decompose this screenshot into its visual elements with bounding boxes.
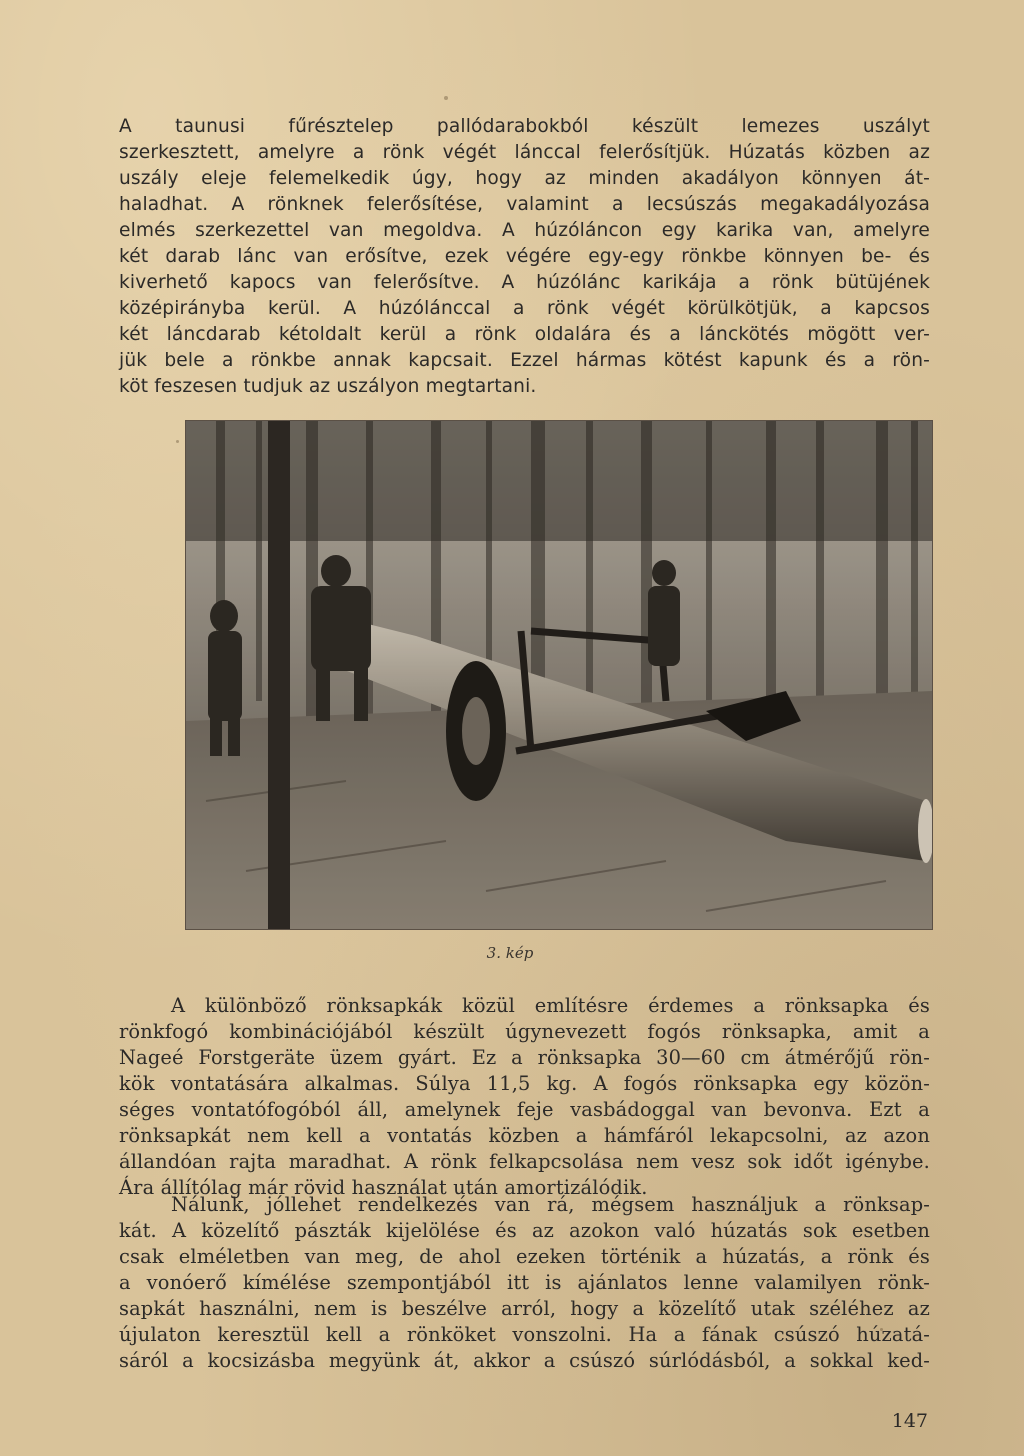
text-line: elmés szerkezettel van megoldva. A húzóláncon egy karika van, amelyre xyxy=(119,220,930,241)
text-line: kök vontatására alkalmas. Súlya 11,5 kg. A fogós rönksapka egy közön- xyxy=(119,1072,930,1095)
paper-speck xyxy=(176,440,179,443)
text-line: köt feszesen tudjuk az uszályon megtartani. xyxy=(119,376,537,397)
text-line: két darab lánc van erősítve, ezek végére egy-egy rönkbe könnyen be- és xyxy=(119,246,930,267)
text-line: Nageé Forstgeräte üzem gyárt. Ez a rönksapka 30—60 cm átmérőjű rön- xyxy=(119,1046,930,1069)
paper-speck xyxy=(880,1328,883,1331)
text-line: A taunusi fűrésztelep pallódarabokból készült lemezes uszályt xyxy=(119,116,930,137)
page-number: 147 xyxy=(891,1410,928,1432)
text-line: haladhat. A rönknek felerősítése, valamint a lecsúszás megakadályozása xyxy=(119,194,930,215)
text-line: két láncdarab kétoldalt kerül a rönk oldalára és a lánckötés mögött ver- xyxy=(119,324,930,345)
text-line: uszály eleje felemelkedik úgy, hogy az minden akadályon könnyen át- xyxy=(119,168,930,189)
text-line: séges vontatófogóból áll, amelynek feje vasbádoggal van bevonva. Ezt a xyxy=(119,1098,930,1121)
text-line: szerkesztett, amelyre a rönk végét lánccal felerősítjük. Húzatás közben az xyxy=(119,142,930,163)
paragraph-log-sled xyxy=(119,114,930,400)
text-line: jük bele a rönkbe annak kapcsait. Ezzel hármas kötést kapunk és a rön- xyxy=(119,350,930,371)
text-line: rönkfogó kombinációjából készült úgynevezett fogós rönksapka, amit a xyxy=(119,1020,930,1043)
text-line: Ára állítólag már rövid használat után amortizálódik. xyxy=(119,1176,648,1199)
paragraph-domestic-practice xyxy=(119,1192,930,1374)
text-line: A különböző rönksapkák közül említésre érdemes a rönksapka és xyxy=(171,994,930,1017)
text-line: sáról a kocsizásba megyünk át, akkor a csúszó súrlódásból, a sokkal ked- xyxy=(119,1349,930,1372)
paragraph-log-cap xyxy=(119,993,930,1201)
text-line: középirányba kerül. A húzólánccal a rönk végét körülkötjük, a kapcsos xyxy=(119,298,930,319)
text-line: csak elméletben van meg, de ahol ezeken történik a húzatás, a rönk és xyxy=(119,1245,930,1268)
text-line: rönksapkát nem kell a vontatás közben a hámfáról lekapcsolni, az azon xyxy=(119,1124,930,1147)
text-line: állandóan rajta maradhat. A rönk felkapcsolása nem vesz sok időt igénybe. xyxy=(119,1150,930,1173)
text-line: újulaton keresztül kell a rönköket vonszolni. Ha a fának csúszó húzatá- xyxy=(119,1323,930,1346)
text-line: Nálunk, jóllehet rendelkezés van rá, mégsem használjuk a rönksap- xyxy=(171,1193,930,1216)
text-line: kát. A közelítő pászták kijelölése és az azokon való húzatás sok esetben xyxy=(119,1219,930,1242)
text-line: sapkát használni, nem is beszélve arról, hogy a közelítő utak széléhez az xyxy=(119,1297,930,1320)
paper-speck xyxy=(444,96,448,100)
figure-caption: 3. kép xyxy=(486,944,534,962)
text-line: a vonóerő kímélése szempontjából itt is ajánlatos lenne valamilyen rönk- xyxy=(119,1271,930,1294)
text-line: kiverhető kapocs van felerősítve. A húzólánc karikája a rönk bütüjének xyxy=(119,272,930,293)
photo-log-hauling xyxy=(185,420,933,930)
forest-photo-illustration xyxy=(186,421,932,929)
